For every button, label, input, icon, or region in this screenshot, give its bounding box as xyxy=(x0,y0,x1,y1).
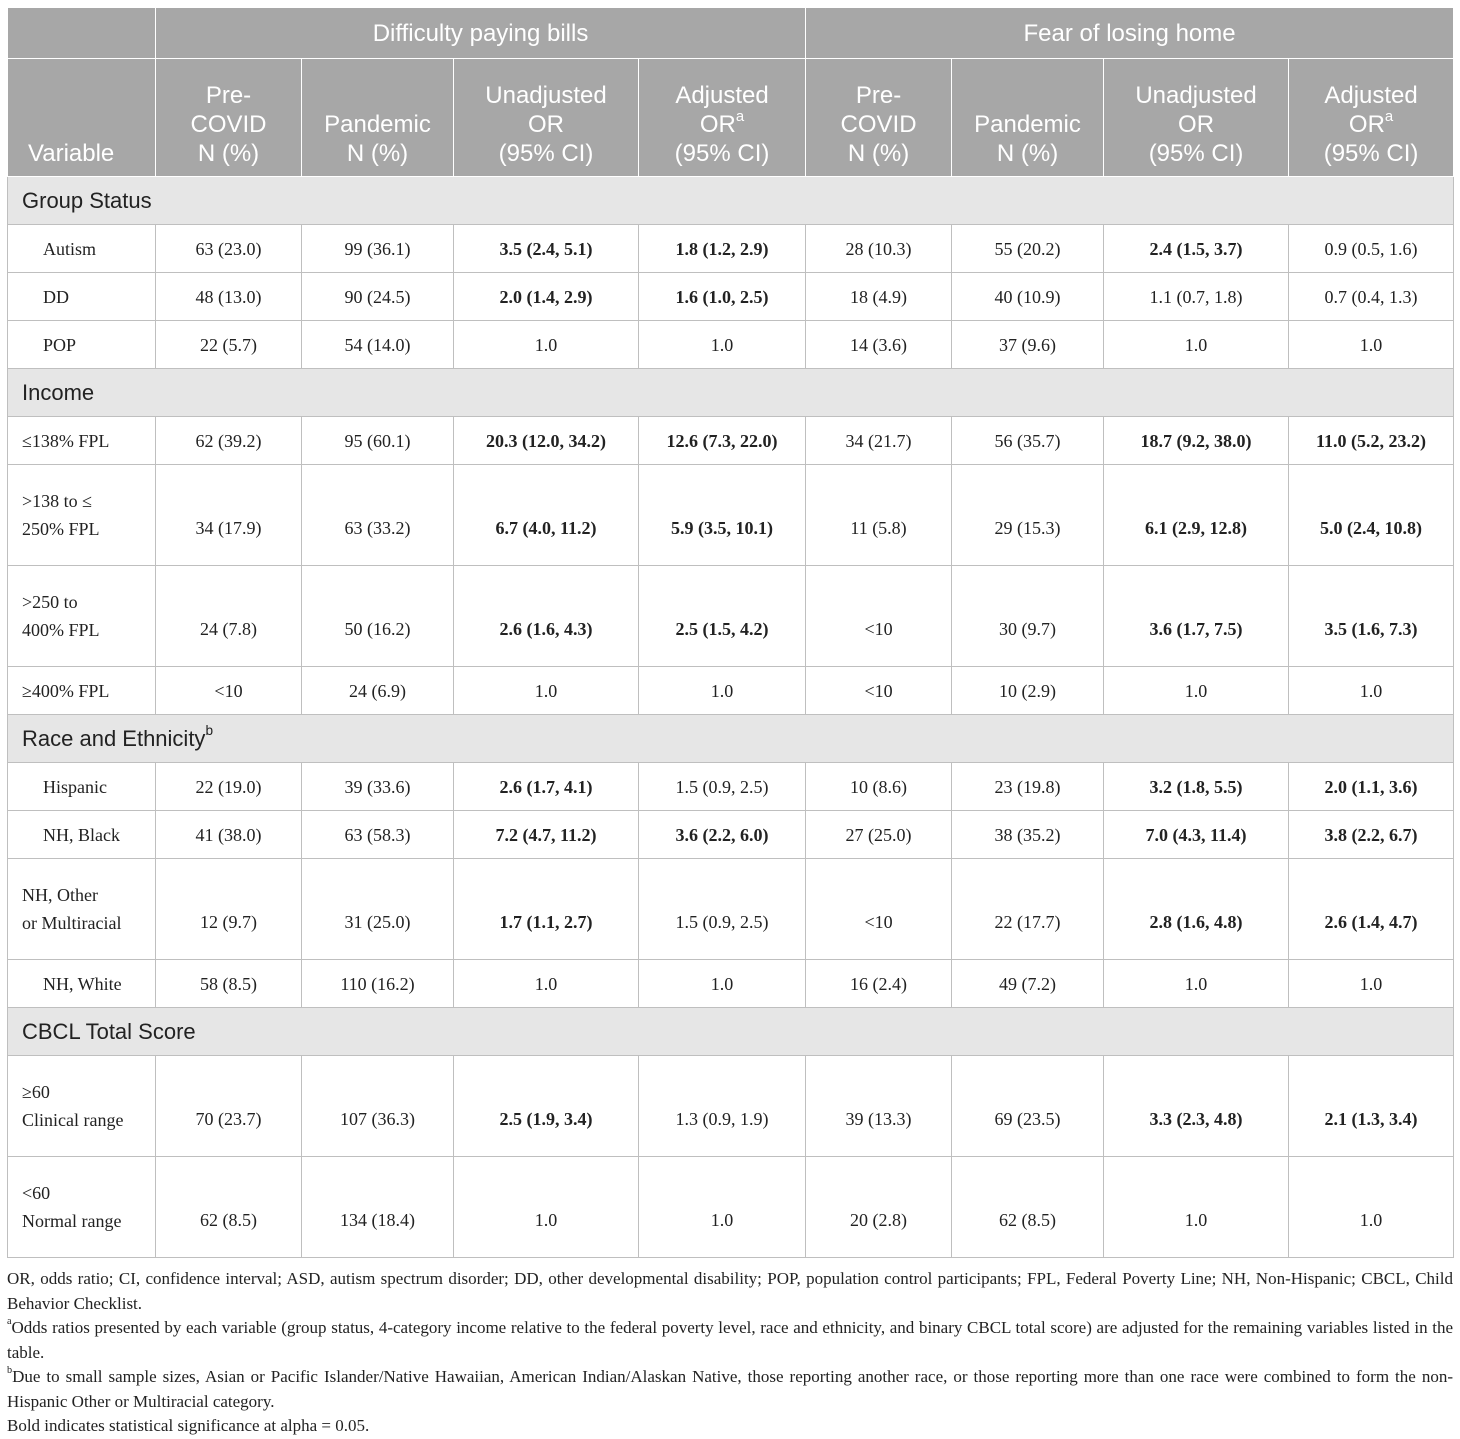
table-cell: 95 (60.1) xyxy=(302,417,454,465)
table-cell: 62 (8.5) xyxy=(156,1157,302,1258)
row-label xyxy=(8,1157,156,1258)
row-label-line: <60 xyxy=(22,1183,51,1203)
table-cell: 27 (25.0) xyxy=(806,811,952,859)
table-cell: 62 (8.5) xyxy=(952,1157,1104,1258)
table-cell: 29 (15.3) xyxy=(952,465,1104,566)
column-header-line: Pandemic xyxy=(974,111,1081,138)
row-label xyxy=(8,1056,156,1157)
table-cell: 2.0 (1.1, 3.6) xyxy=(1289,763,1454,811)
section-row xyxy=(8,177,1454,225)
row-label-line: or Multiracial xyxy=(22,913,122,933)
table-cell: 39 (33.6) xyxy=(302,763,454,811)
table-cell: 2.5 (1.5, 4.2) xyxy=(639,566,806,667)
table-row xyxy=(8,1157,1454,1258)
table-cell: 134 (18.4) xyxy=(302,1157,454,1258)
table-cell: 99 (36.1) xyxy=(302,225,454,273)
row-label xyxy=(8,417,156,465)
row-label-line: NH, Black xyxy=(43,824,120,845)
table-cell: 10 (8.6) xyxy=(806,763,952,811)
table-cell: 70 (23.7) xyxy=(156,1056,302,1157)
table-cell: 54 (14.0) xyxy=(302,321,454,369)
table-cell: 5.9 (3.5, 10.1) xyxy=(639,465,806,566)
table-cell: 38 (35.2) xyxy=(952,811,1104,859)
table-cell: 1.0 xyxy=(1289,321,1454,369)
table-cell: 22 (19.0) xyxy=(156,763,302,811)
column-header-variable: Variable xyxy=(8,59,156,177)
table-cell: 110 (16.2) xyxy=(302,960,454,1008)
table-cell: 3.2 (1.8, 5.5) xyxy=(1104,763,1289,811)
section-title xyxy=(8,715,1454,763)
table-row xyxy=(8,417,1454,465)
table-cell: 3.3 (2.3, 4.8) xyxy=(1104,1056,1289,1157)
table-cell: 18 (4.9) xyxy=(806,273,952,321)
table-cell: 1.3 (0.9, 1.9) xyxy=(639,1056,806,1157)
table-cell: 3.6 (2.2, 6.0) xyxy=(639,811,806,859)
table-cell: 34 (17.9) xyxy=(156,465,302,566)
section-title xyxy=(8,177,1454,225)
footnote-b-text: Due to small sample sizes, Asian or Pacific Islander/Native Hawaiian, American Indian/Alaskan Native, those reporting another race, or those reporting more than one race were combined to form the non-Hispanic Other or Multiracial category. xyxy=(7,1367,1453,1411)
column-header-line: Adjusted xyxy=(675,82,769,109)
table-row xyxy=(8,321,1454,369)
column-header-adj-home xyxy=(1289,59,1454,177)
footnote-a xyxy=(7,1316,1453,1365)
table-row xyxy=(8,273,1454,321)
row-label-line: ≥60 xyxy=(22,1082,50,1102)
table-cell: <10 xyxy=(806,667,952,715)
table-cell: 58 (8.5) xyxy=(156,960,302,1008)
row-label xyxy=(8,811,156,859)
footnote-a-mark: a xyxy=(7,1316,12,1328)
table-cell: 24 (7.8) xyxy=(156,566,302,667)
table-cell: 5.0 (2.4, 10.8) xyxy=(1289,465,1454,566)
table-cell: 49 (7.2) xyxy=(952,960,1104,1008)
row-label xyxy=(8,859,156,960)
table-row xyxy=(8,566,1454,667)
column-header-line: (95% CI) xyxy=(674,140,770,167)
column-header-line: Pre- xyxy=(855,82,902,109)
table-cell: 62 (39.2) xyxy=(156,417,302,465)
row-label-line: 250% FPL xyxy=(22,519,100,539)
table-cell: 39 (13.3) xyxy=(806,1056,952,1157)
table-cell: 11 (5.8) xyxy=(806,465,952,566)
section-title-text: CBCL Total Score xyxy=(22,1018,196,1044)
table-cell: 63 (33.2) xyxy=(302,465,454,566)
column-header-pre-bills xyxy=(156,59,302,177)
row-label-line: Clinical range xyxy=(22,1110,124,1130)
section-title xyxy=(8,369,1454,417)
table-cell: 40 (10.9) xyxy=(952,273,1104,321)
row-label xyxy=(8,225,156,273)
table-cell: 1.0 xyxy=(454,1157,639,1258)
column-header-adj-bills xyxy=(639,59,806,177)
table-row xyxy=(8,763,1454,811)
row-label xyxy=(8,273,156,321)
section-title-text: Group Status xyxy=(22,187,152,213)
table-body xyxy=(8,177,1454,1258)
column-header-line: N (%) xyxy=(197,140,260,167)
table-cell: 1.0 xyxy=(1289,667,1454,715)
row-label-line: POP xyxy=(43,334,77,355)
table-cell: 18.7 (9.2, 38.0) xyxy=(1104,417,1289,465)
table-row xyxy=(8,465,1454,566)
table-cell: 0.9 (0.5, 1.6) xyxy=(1289,225,1454,273)
table-cell: 10 (2.9) xyxy=(952,667,1104,715)
column-header-line: N (%) xyxy=(346,140,409,167)
table-cell: 1.0 xyxy=(1104,321,1289,369)
table-cell: 20.3 (12.0, 34.2) xyxy=(454,417,639,465)
table-cell: 1.0 xyxy=(1289,1157,1454,1258)
row-label xyxy=(8,321,156,369)
table-cell: 1.0 xyxy=(1104,667,1289,715)
column-header-pre-home xyxy=(806,59,952,177)
table-row xyxy=(8,1056,1454,1157)
table-cell: 22 (17.7) xyxy=(952,859,1104,960)
section-row xyxy=(8,715,1454,763)
row-label-line: Autism xyxy=(43,238,97,259)
column-header-line: COVID xyxy=(190,111,267,138)
table-cell: 3.5 (2.4, 5.1) xyxy=(454,225,639,273)
row-label xyxy=(8,763,156,811)
table-cell: 1.0 xyxy=(639,667,806,715)
table-cell: 41 (38.0) xyxy=(156,811,302,859)
row-label-line: NH, White xyxy=(43,973,122,994)
table-cell: 28 (10.3) xyxy=(806,225,952,273)
table-cell: 1.5 (0.9, 2.5) xyxy=(639,763,806,811)
footnote-b xyxy=(7,1365,1453,1414)
column-header-line: Pre- xyxy=(205,82,252,109)
table-cell: 2.4 (1.5, 3.7) xyxy=(1104,225,1289,273)
table-cell: 12.6 (7.3, 22.0) xyxy=(639,417,806,465)
column-header-unadj-home xyxy=(1104,59,1289,177)
row-label xyxy=(8,960,156,1008)
table-cell: <10 xyxy=(156,667,302,715)
table-cell: 20 (2.8) xyxy=(806,1157,952,1258)
table-cell: 1.6 (1.0, 2.5) xyxy=(639,273,806,321)
table-cell: 1.8 (1.2, 2.9) xyxy=(639,225,806,273)
odds-ratio-table xyxy=(7,7,1454,1258)
column-header-pan-home xyxy=(952,59,1104,177)
row-label-line: 400% FPL xyxy=(22,620,100,640)
table-cell: 55 (20.2) xyxy=(952,225,1104,273)
footnote-a-text: Odds ratios presented by each variable (group status, 4-category income relative to the federal poverty level, race and ethnicity, and binary CBCL total score) are adjusted for the remaining variables listed in the table. xyxy=(7,1318,1453,1362)
column-header-line: COVID xyxy=(840,111,917,138)
table-cell: 6.7 (4.0, 11.2) xyxy=(454,465,639,566)
table-cell: 3.8 (2.2, 6.7) xyxy=(1289,811,1454,859)
table-cell: <10 xyxy=(806,859,952,960)
table-cell: 7.0 (4.3, 11.4) xyxy=(1104,811,1289,859)
table-cell: <10 xyxy=(806,566,952,667)
section-row xyxy=(8,369,1454,417)
column-header-line: OR xyxy=(528,111,564,138)
table-row xyxy=(8,859,1454,960)
row-label-line: ≤138% FPL xyxy=(22,430,110,451)
column-header-line: OR xyxy=(699,111,736,138)
column-header-line: N (%) xyxy=(996,140,1059,167)
table-cell: 1.0 xyxy=(1104,1157,1289,1258)
table-row xyxy=(8,960,1454,1008)
section-title xyxy=(8,1008,1454,1056)
footnote-b-mark: b xyxy=(7,1365,13,1377)
table-cell: 6.1 (2.9, 12.8) xyxy=(1104,465,1289,566)
table-cell: 23 (19.8) xyxy=(952,763,1104,811)
table-cell: 0.7 (0.4, 1.3) xyxy=(1289,273,1454,321)
section-title-text: Income xyxy=(22,379,95,405)
column-header-line: (95% CI) xyxy=(1148,140,1244,167)
column-header-unadj-bills xyxy=(454,59,639,177)
column-header-line: Unadjusted xyxy=(485,82,607,109)
row-label-line: NH, Other xyxy=(22,885,98,905)
row-label xyxy=(8,566,156,667)
table-cell: 12 (9.7) xyxy=(156,859,302,960)
table-cell: 2.6 (1.4, 4.7) xyxy=(1289,859,1454,960)
section-row xyxy=(8,1008,1454,1056)
table-row xyxy=(8,811,1454,859)
table-cell: 31 (25.0) xyxy=(302,859,454,960)
table-cell: 1.0 xyxy=(454,321,639,369)
table-cell: 1.5 (0.9, 2.5) xyxy=(639,859,806,960)
column-header-line: N (%) xyxy=(847,140,910,167)
table-cell: 3.5 (1.6, 7.3) xyxy=(1289,566,1454,667)
row-label-line: Normal range xyxy=(22,1211,122,1231)
footnote-marker: b xyxy=(205,723,214,739)
table-cell: 1.0 xyxy=(454,960,639,1008)
table-cell: 63 (23.0) xyxy=(156,225,302,273)
table-cell: 1.1 (0.7, 1.8) xyxy=(1104,273,1289,321)
table-cell: 2.1 (1.3, 3.4) xyxy=(1289,1056,1454,1157)
footnote-marker: a xyxy=(735,109,745,125)
table-cell: 1.0 xyxy=(454,667,639,715)
column-header-line: Unadjusted xyxy=(1135,82,1257,109)
column-header-line: OR xyxy=(1348,111,1385,138)
table-cell: 3.6 (1.7, 7.5) xyxy=(1104,566,1289,667)
table-cell: 56 (35.7) xyxy=(952,417,1104,465)
table-row xyxy=(8,225,1454,273)
row-label xyxy=(8,667,156,715)
table-cell: 2.6 (1.6, 4.3) xyxy=(454,566,639,667)
row-label-line: >250 to xyxy=(22,592,78,612)
footnote-marker: a xyxy=(1384,109,1394,125)
column-header-line: (95% CI) xyxy=(498,140,594,167)
row-label-line: Hispanic xyxy=(43,776,107,797)
table-cell: 1.0 xyxy=(1289,960,1454,1008)
table-figure xyxy=(7,7,1453,1439)
table-cell: 69 (23.5) xyxy=(952,1056,1104,1157)
column-header-line: (95% CI) xyxy=(1323,140,1419,167)
table-cell: 90 (24.5) xyxy=(302,273,454,321)
row-label-line: >138 to ≤ xyxy=(22,491,93,511)
table-cell: 30 (9.7) xyxy=(952,566,1104,667)
row-label-line: DD xyxy=(43,286,69,307)
table-cell: 1.0 xyxy=(1104,960,1289,1008)
table-cell: 107 (36.3) xyxy=(302,1056,454,1157)
group-header-home: Fear of losing home xyxy=(806,8,1454,59)
table-cell: 1.7 (1.1, 2.7) xyxy=(454,859,639,960)
column-header-line: Pandemic xyxy=(324,111,431,138)
column-header-line: Adjusted xyxy=(1324,82,1418,109)
table-cell: 11.0 (5.2, 23.2) xyxy=(1289,417,1454,465)
table-cell: 48 (13.0) xyxy=(156,273,302,321)
column-header-line: OR xyxy=(1178,111,1215,138)
table-cell: 50 (16.2) xyxy=(302,566,454,667)
table-cell: 2.8 (1.6, 4.8) xyxy=(1104,859,1289,960)
table-cell: 2.6 (1.7, 4.1) xyxy=(454,763,639,811)
footnote-abbreviations: OR, odds ratio; CI, confidence interval; ASD, autism spectrum disorder; DD, other developmental disability; POP, population control participants; FPL, Federal Poverty Line; NH, Non-Hispanic; CBCL, Child Behavior Checklist. xyxy=(7,1269,1453,1313)
row-label xyxy=(8,465,156,566)
table-cell: 2.0 (1.4, 2.9) xyxy=(454,273,639,321)
table-cell: 63 (58.3) xyxy=(302,811,454,859)
table-cell: 2.5 (1.9, 3.4) xyxy=(454,1056,639,1157)
table-footnotes xyxy=(7,1267,1453,1439)
header-empty-cell xyxy=(8,8,156,59)
table-cell: 1.0 xyxy=(639,960,806,1008)
section-title-text: Race and Ethnicity xyxy=(22,725,206,751)
table-header xyxy=(8,8,1454,177)
table-cell: 14 (3.6) xyxy=(806,321,952,369)
table-cell: 24 (6.9) xyxy=(302,667,454,715)
table-cell: 22 (5.7) xyxy=(156,321,302,369)
table-cell: 1.0 xyxy=(639,1157,806,1258)
table-cell: 34 (21.7) xyxy=(806,417,952,465)
table-cell: 16 (2.4) xyxy=(806,960,952,1008)
table-cell: 37 (9.6) xyxy=(952,321,1104,369)
table-cell: 1.0 xyxy=(639,321,806,369)
row-label-line: ≥400% FPL xyxy=(22,680,110,701)
table-cell: 7.2 (4.7, 11.2) xyxy=(454,811,639,859)
group-header-bills: Difficulty paying bills xyxy=(156,8,806,59)
column-header-pan-bills xyxy=(302,59,454,177)
footnote-bold: Bold indicates statistical significance at alpha = 0.05. xyxy=(7,1416,370,1435)
table-row xyxy=(8,667,1454,715)
